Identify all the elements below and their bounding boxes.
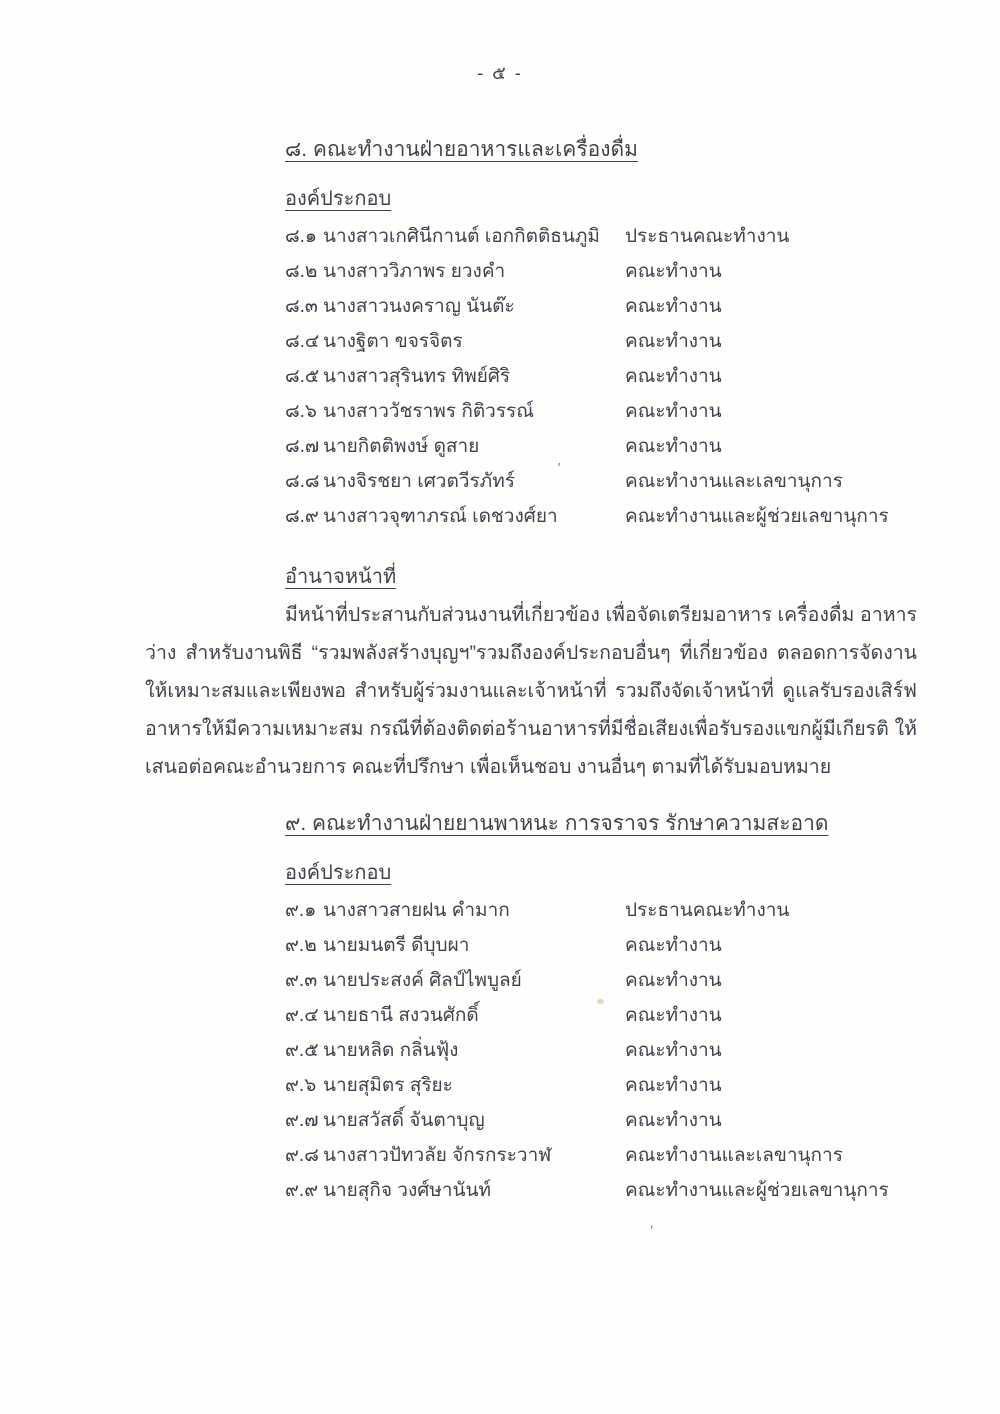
- member-role: คณะทำงาน: [625, 261, 722, 282]
- member-name: นางสาววิภาพร ยวงคำ: [323, 261, 506, 282]
- member-role: คณะทำงาน: [625, 401, 722, 422]
- member-name: นายกิตติพงษ์ ดูสาย: [323, 436, 480, 457]
- member-number: ๘.๖: [285, 401, 317, 422]
- member-number: ๘.๓: [285, 296, 318, 317]
- member-role: คณะทำงานและเลขานุการ: [625, 1145, 843, 1166]
- page-number: - ๕ -: [477, 63, 523, 83]
- member-row: [285, 260, 945, 295]
- member-row: [285, 1179, 945, 1214]
- member-role: คณะทำงาน: [625, 366, 722, 387]
- member-role: ประธานคณะทำงาน: [625, 226, 790, 247]
- member-number: ๘.๙: [285, 506, 319, 527]
- member-row: [285, 505, 945, 540]
- scan-artifact: ′: [558, 460, 561, 475]
- member-row: [285, 1004, 945, 1039]
- member-name: นายสวัสดิ์ จันตาบุญ: [323, 1110, 485, 1131]
- member-number: ๙.๑: [285, 900, 317, 921]
- member-role: คณะทำงาน: [625, 296, 722, 317]
- member-row: [285, 1144, 945, 1179]
- section-9-heading: ๙. คณะทำงานฝ่ายยานพาหนะ การจราจร รักษาความสะอาด: [285, 812, 829, 835]
- member-name: นางสาววัชราพร กิติวรรณ์: [323, 401, 534, 422]
- member-name: นางสาวปัทวลัย จักรกระวาฬ: [323, 1145, 552, 1166]
- member-role: ประธานคณะทำงาน: [625, 900, 790, 921]
- member-number: ๙.๗: [285, 1110, 319, 1131]
- member-number: ๙.๔: [285, 1005, 319, 1026]
- member-name: นายสุมิตร สุริยะ: [323, 1075, 453, 1096]
- member-name: นางสาวจุฑาภรณ์ เดชวงศ์ยา: [323, 506, 558, 527]
- member-number: ๙.๒: [285, 935, 317, 956]
- section-9-composition-label: องค์ประกอบ: [285, 862, 392, 884]
- member-role: คณะทำงานและผู้ช่วยเลขานุการ: [625, 1180, 889, 1201]
- member-name: นายธานี สงวนศักดิ์: [323, 1005, 479, 1026]
- member-number: ๘.๗: [285, 436, 320, 457]
- member-role: คณะทำงาน: [625, 331, 722, 352]
- member-number: ๙.๓: [285, 970, 318, 991]
- member-number: ๙.๘: [285, 1145, 319, 1166]
- scan-artifact: ‚: [650, 1214, 654, 1230]
- member-name: นายหลิด กลิ่นฟุ้ง: [323, 1040, 459, 1061]
- section-8-heading: ๘. คณะทำงานฝ่ายอาหารและเครื่องดื่ม: [285, 138, 638, 161]
- section-8-member-list: [285, 225, 945, 540]
- duty-heading: อำนาจหน้าที่: [285, 566, 397, 588]
- member-name: นายมนตรี ดีบุบผา: [323, 935, 470, 956]
- member-row: [285, 470, 945, 505]
- member-role: คณะทำงานและเลขานุการ: [625, 471, 843, 492]
- member-name: นางสาวนงคราญ นันต๊ะ: [323, 296, 515, 317]
- member-row: [285, 1074, 945, 1109]
- section-8-food-beverage: [285, 133, 945, 540]
- member-role: คณะทำงาน: [625, 970, 722, 991]
- member-role: คณะทำงาน: [625, 1005, 722, 1026]
- member-number: ๘.๕: [285, 366, 320, 387]
- member-row: [285, 899, 945, 934]
- member-number: ๘.๒: [285, 261, 318, 282]
- member-name: นางสาวเกศินีกานต์ เอกกิตติธนภูมิ: [323, 226, 600, 247]
- member-number: ๘.๘: [285, 471, 320, 492]
- member-role: คณะทำงาน: [625, 1075, 722, 1096]
- member-row: [285, 330, 945, 365]
- member-number: ๙.๖: [285, 1075, 317, 1096]
- member-number: ๘.๔: [285, 331, 320, 352]
- member-role: คณะทำงานและผู้ช่วยเลขานุการ: [625, 506, 889, 527]
- member-role: คณะทำงาน: [625, 1040, 722, 1061]
- member-name: นางจิรชยา เศวตวีรภัทร์: [323, 471, 515, 492]
- member-role: คณะทำงาน: [625, 935, 722, 956]
- member-name: นายประสงค์ ศิลป์ไพบูลย์: [323, 970, 522, 991]
- member-row: [285, 934, 945, 969]
- member-row: [285, 1039, 945, 1074]
- member-row: [285, 225, 945, 260]
- duty-paragraph: มีหน้าที่ประสานกับส่วนงานที่เกี่ยวข้อง เพื่อจัดเตรียมอาหาร เครื่องดื่ม อาหารว่าง สำหรับงานพิธี “รวมพลังสร้างบุญฯ”รวมถึงองค์ประกอบอื่นๆ ที่เกี่ยวข้อง ตลอดการจัดงานให้เหมาะสมและเพียงพอ สำหรับผู้ร่วมงานและเจ้าหน้าที่ รวมถึงจัดเจ้าหน้าที่ ดูแลรับรองเสิร์ฟอาหารให้มีความเหมาะสม กรณีที่ต้องติดต่อร้านอาหารที่มีชื่อเสียงเพื่อรับรองแขกผู้มีเกียรติ ให้เสนอต่อคณะอำนวยการ คณะที่ปรึกษา เพื่อเห็นชอบ งานอื่นๆ ตามที่ได้รับมอบหมาย: [145, 604, 917, 778]
- member-row: [285, 400, 945, 435]
- member-row: [285, 295, 945, 330]
- member-name: นางฐิตา ขจรจิตร: [323, 331, 463, 352]
- section-9-vehicle-traffic-clean: [285, 807, 945, 1214]
- member-name: นายสุกิจ วงศ์ษานันท์: [323, 1180, 492, 1201]
- member-row: [285, 365, 945, 400]
- member-row: [285, 435, 945, 470]
- member-number: ๙.๕: [285, 1040, 319, 1061]
- section-9-member-list: [285, 899, 945, 1214]
- member-role: คณะทำงาน: [625, 436, 722, 457]
- member-row: [285, 969, 945, 1004]
- member-name: นางสาวสุรินทร ทิพย์ศิริ: [323, 366, 511, 387]
- member-number: ๘.๑: [285, 226, 317, 247]
- member-name: นางสาวสายฝน คำมาก: [323, 900, 510, 921]
- member-row: [285, 1109, 945, 1144]
- scan-artifact: [597, 999, 604, 1004]
- section-8-composition-label: องค์ประกอบ: [285, 188, 392, 210]
- member-number: ๙.๙: [285, 1180, 319, 1201]
- member-role: คณะทำงาน: [625, 1110, 722, 1131]
